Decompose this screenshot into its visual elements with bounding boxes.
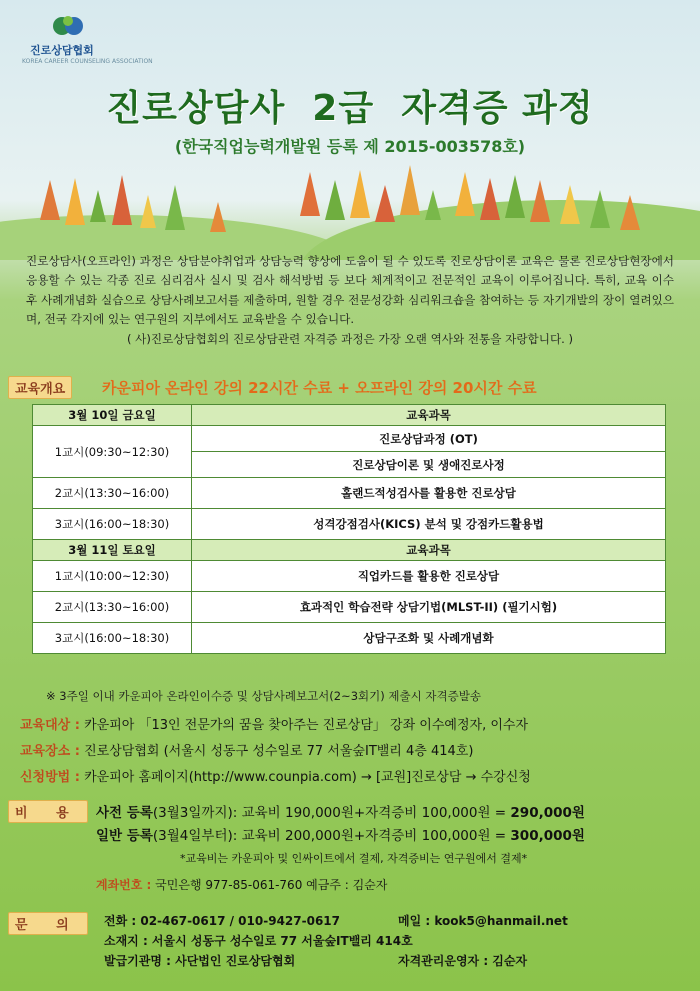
overview-text: 카운피아 온라인 강의 22시간 수료 + 오프라인 강의 20시간 수료 [102,379,537,397]
contact-phone: 전화 : 02-467-0617 / 010-9427-0617 [104,914,340,928]
bank-account [96,876,387,893]
table-row [33,623,666,654]
place-key: 교육장소 : [20,744,80,759]
regular-key: 일반 등록 [96,828,153,844]
course-name: 직업카드를 활용한 진로상담 [192,561,666,592]
target-key: 교육대상 : [20,718,80,733]
table-row [33,561,666,592]
logo-name: 진로상담협회 [30,44,94,57]
table-row [33,509,666,540]
contact-email[interactable]: 메일 : kook5@hanmail.net [398,914,568,928]
account-value: 국민은행 977-85-061-760 예금주 : 김순자 [151,878,388,892]
session-time: 1교시(09:30~12:30) [33,426,192,478]
early-total: 290,000원 [510,805,585,821]
day1-column-header: 교육과목 [192,405,666,426]
table-row [33,478,666,509]
schedule-table [32,404,666,654]
education-place [20,740,473,759]
intro-text: 진로상담사(오프라인) 과정은 상담분야취업과 상담능력 향상에 도움이 될 수 있도록 진로상담이론 교육은 물론 진로상담현장에서 응용할 수 있는 각종 진로 심리검사 실시 및 검사 해석방법 등 보다 체계적이고 전문적인 교육이 이루어집니다. 특히, 교육 이수 후 사례개념화 실습으로 상담사례보고서를 제출하며, 원할 경우 전문성강화 심리워크숍을 참여하는 등 자기개발의 장이 열려있으며, 전국 각지에 있는 연구원의 지부에서도 교육받을 수 있습니다. [26,254,674,327]
session-time: 2교시(13:30~16:00) [33,478,192,509]
education-target [20,714,528,733]
contact-address: 소재지 : 서울시 성동구 성수일로 77 서울숲IT밸리 414호 [104,934,413,948]
table-row [33,426,666,452]
overview-label: 교육개요 [8,376,72,399]
logo-subtitle: KOREA CAREER COUNSELING ASSOCIATION [22,58,153,65]
apply-method [20,766,531,785]
place-value: 진로상담협회 (서울시 성동구 성수일로 77 서울숲IT밸리 4층 414호) [79,744,474,759]
course-name: 홀랜드적성검사를 활용한 진로상담 [192,478,666,509]
apply-key: 신청방법 : [20,770,80,785]
day1-date: 3월 10일 금요일 [33,405,192,426]
session-time: 2교시(13:30~16:00) [33,592,192,623]
target-value: 카운피아 「13인 전문가의 꿈을 찾아주는 진로상담」 강좌 이수예정자, 이수자 [79,718,529,733]
intro-paragraph [26,252,674,349]
contact-label: 문 의 [8,912,88,935]
course-name: 성격강점검사(KICS) 분석 및 강점카드활용법 [192,509,666,540]
day2-date: 3월 11일 토요일 [33,540,192,561]
course-name: 진로상담과정 (OT) [192,426,666,452]
regular-total: 300,000원 [510,828,585,844]
course-name: 효과적인 학습전략 상담기법(MLST-II) (필기시험) [192,592,666,623]
certificate-note: ※ 3주일 이내 카운피아 온라인이수증 및 상담사례보고서(2~3회기) 제출시 자격증발송 [46,689,481,703]
certificate-manager: 자격관리운영자 : 김순자 [398,954,528,968]
session-time: 3교시(16:00~18:30) [33,509,192,540]
table-row [33,592,666,623]
account-key: 계좌번호 : [96,878,152,892]
early-key: 사전 등록 [96,805,153,821]
regular-detail: (3월4일부터): 교육비 200,000원+자격증비 100,000원 = [152,828,511,844]
session-time: 3교시(16:00~18:30) [33,623,192,654]
day2-column-header: 교육과목 [192,540,666,561]
course-name: 진로상담이론 및 생애진로사정 [192,452,666,478]
course-name: 상담구조화 및 사례개념화 [192,623,666,654]
tree-landscape-illustration [0,150,700,260]
session-time: 1교시(10:00~12:30) [33,561,192,592]
intro-closing: ( 사)진로상담협회의 진로상담관련 자격증 과정은 가장 오랜 역사와 전통을 자랑합니다. ) [126,331,574,346]
early-detail: (3월3일까지): 교육비 190,000원+자격증비 100,000원 = [152,805,511,821]
early-fee [96,801,585,821]
apply-value: 카운피아 홈페이지(http://www.counpia.com) → [교원]진로상담 → 수강신청 [79,770,531,785]
regular-fee [96,824,585,844]
fee-label: 비 용 [8,800,88,823]
page-subtitle: (한국직업능력개발원 등록 제 2015-003578호) [174,137,526,156]
table-row [33,405,666,426]
page-title: 진로상담사 2급 자격증 과정 [106,88,594,129]
issuing-agency: 발급기관명 : 사단법인 진로상담협회 [104,954,296,968]
fee-note: *교육비는 카운피아 및 인싸이트에서 결제, 자격증비는 연구원에서 결제* [180,852,528,865]
table-row [33,540,666,561]
